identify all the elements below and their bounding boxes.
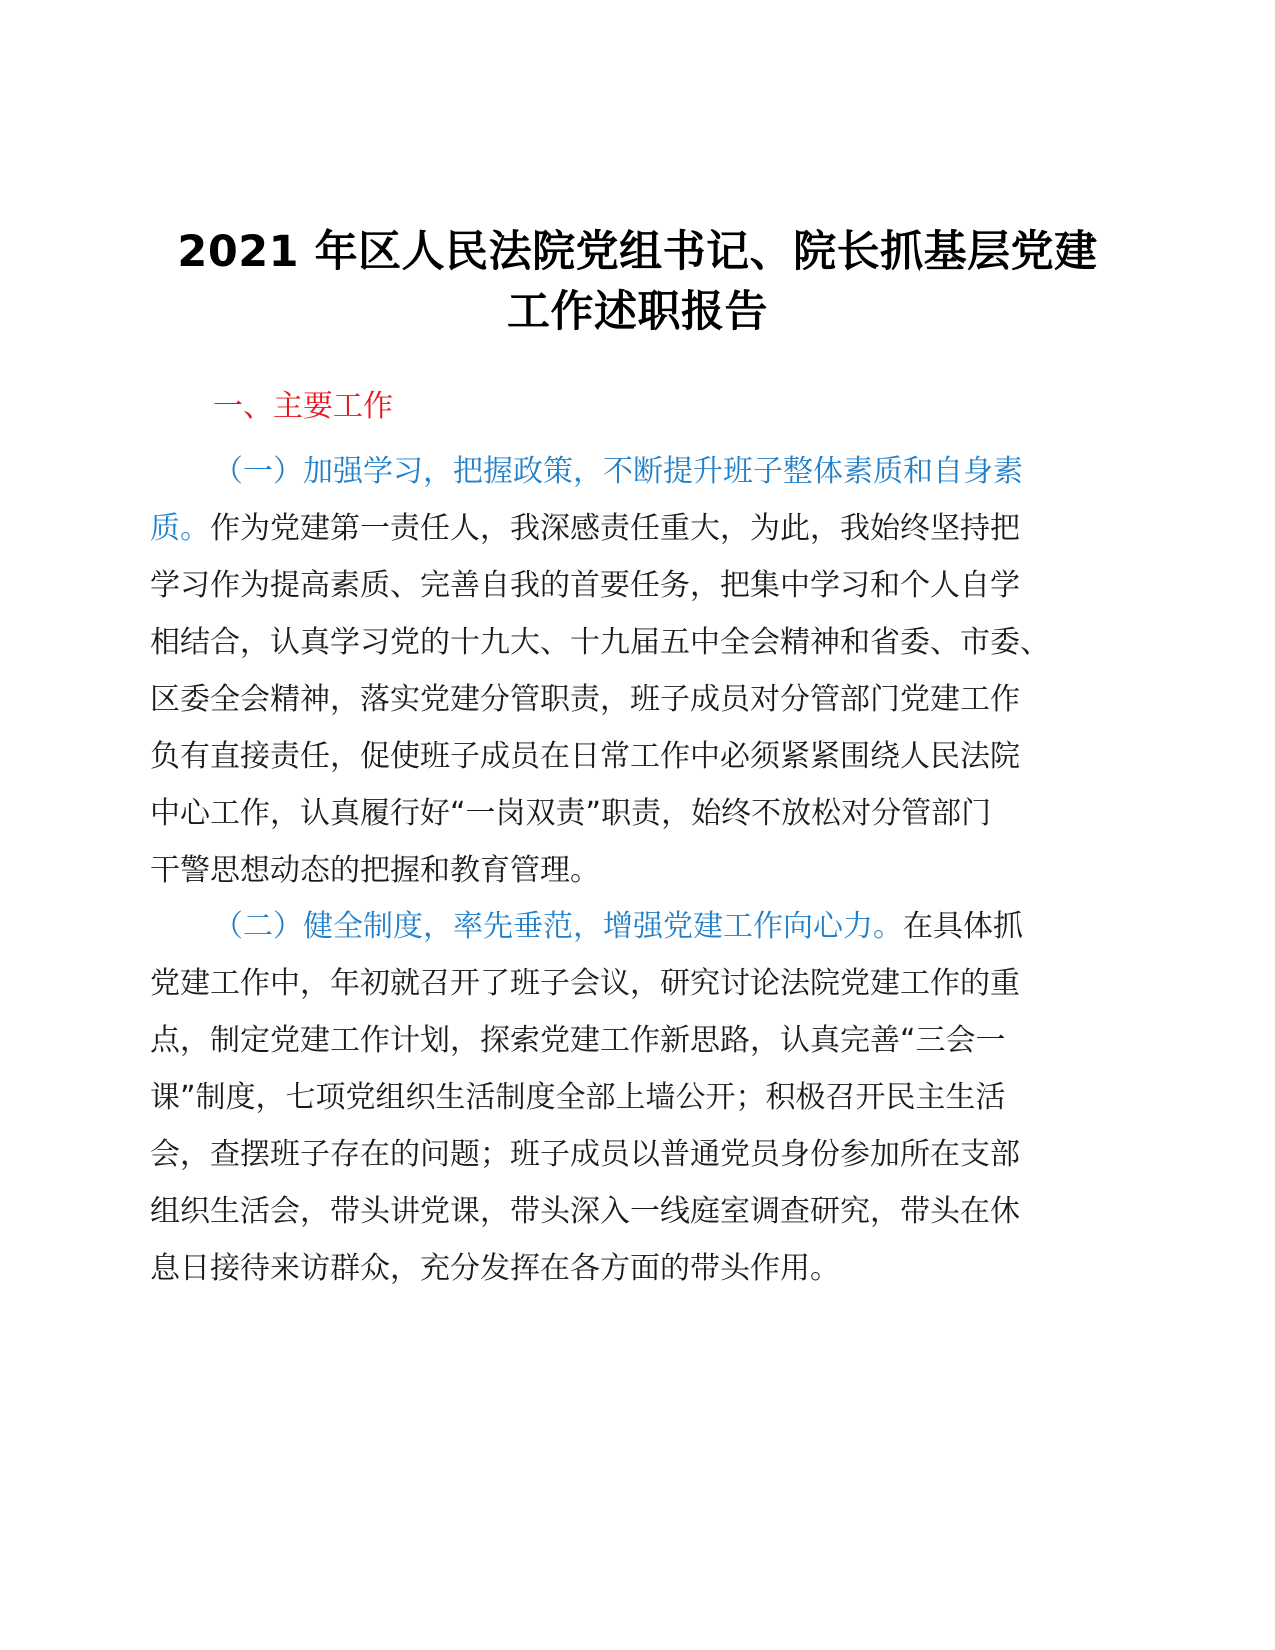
paragraph-2-body-start: 在具体抓 bbox=[903, 909, 1023, 944]
paragraph-line bbox=[150, 443, 1110, 500]
paragraph-1-subheading: （一）加强学习，把握政策，不断提升班子整体素质和自身素 bbox=[213, 454, 1023, 489]
paragraph-line: 干警思想动态的把握和教育管理。 bbox=[150, 853, 600, 888]
paragraph-line: 组织生活会，带头讲党课，带头深入一线庭室调查研究，带头在休 bbox=[150, 1194, 1020, 1229]
paragraph-2-subheading: （二）健全制度，率先垂范，增强党建工作向心力。 bbox=[213, 909, 903, 944]
document-title bbox=[150, 222, 1125, 342]
paragraph-line: 中心工作，认真履行好“一岗双责”职责，始终不放松对分管部门 bbox=[150, 796, 992, 831]
paragraph-line: 区委全会精神，落实党建分管职责，班子成员对分管部门党建工作 bbox=[150, 682, 1020, 717]
paragraph-line: 党建工作中，年初就召开了班子会议，研究讨论法院党建工作的重 bbox=[150, 966, 1020, 1001]
paragraph-line: 负有直接责任，促使班子成员在日常工作中必须紧紧围绕人民法院 bbox=[150, 739, 1020, 774]
title-line-1: 2021 年区人民法院党组书记、院长抓基层党建 bbox=[177, 227, 1098, 277]
paragraph-1-body-start: 作为党建第一责任人，我深感责任重大，为此，我始终坚持把 bbox=[210, 511, 1020, 546]
paragraph-line: 学习作为提高素质、完善自我的首要任务，把集中学习和个人自学 bbox=[150, 568, 1020, 603]
paragraph-line: 课”制度，七项党组织生活制度全部上墙公开；积极召开民主生活 bbox=[150, 1080, 1006, 1115]
section-heading: 一、主要工作 bbox=[213, 389, 393, 424]
paragraph-line: 会，查摆班子存在的问题；班子成员以普通党员身份参加所在支部 bbox=[150, 1137, 1020, 1172]
paragraph-line: 相结合，认真学习党的十九大、十九届五中全会精神和省委、市委、 bbox=[150, 625, 1050, 660]
paragraph-2 bbox=[150, 898, 1110, 1297]
paragraph-1 bbox=[150, 443, 1110, 899]
title-line-2: 工作述职报告 bbox=[507, 287, 768, 337]
paragraph-line: 息日接待来访群众，充分发挥在各方面的带头作用。 bbox=[150, 1251, 840, 1286]
paragraph-line: 点，制定党建工作计划，探索党建工作新思路，认真完善“三会一 bbox=[150, 1023, 1006, 1058]
paragraph-1-subheading-cont: 质。 bbox=[150, 511, 210, 546]
paragraph-line bbox=[150, 500, 1110, 557]
paragraph-line bbox=[150, 898, 1110, 955]
